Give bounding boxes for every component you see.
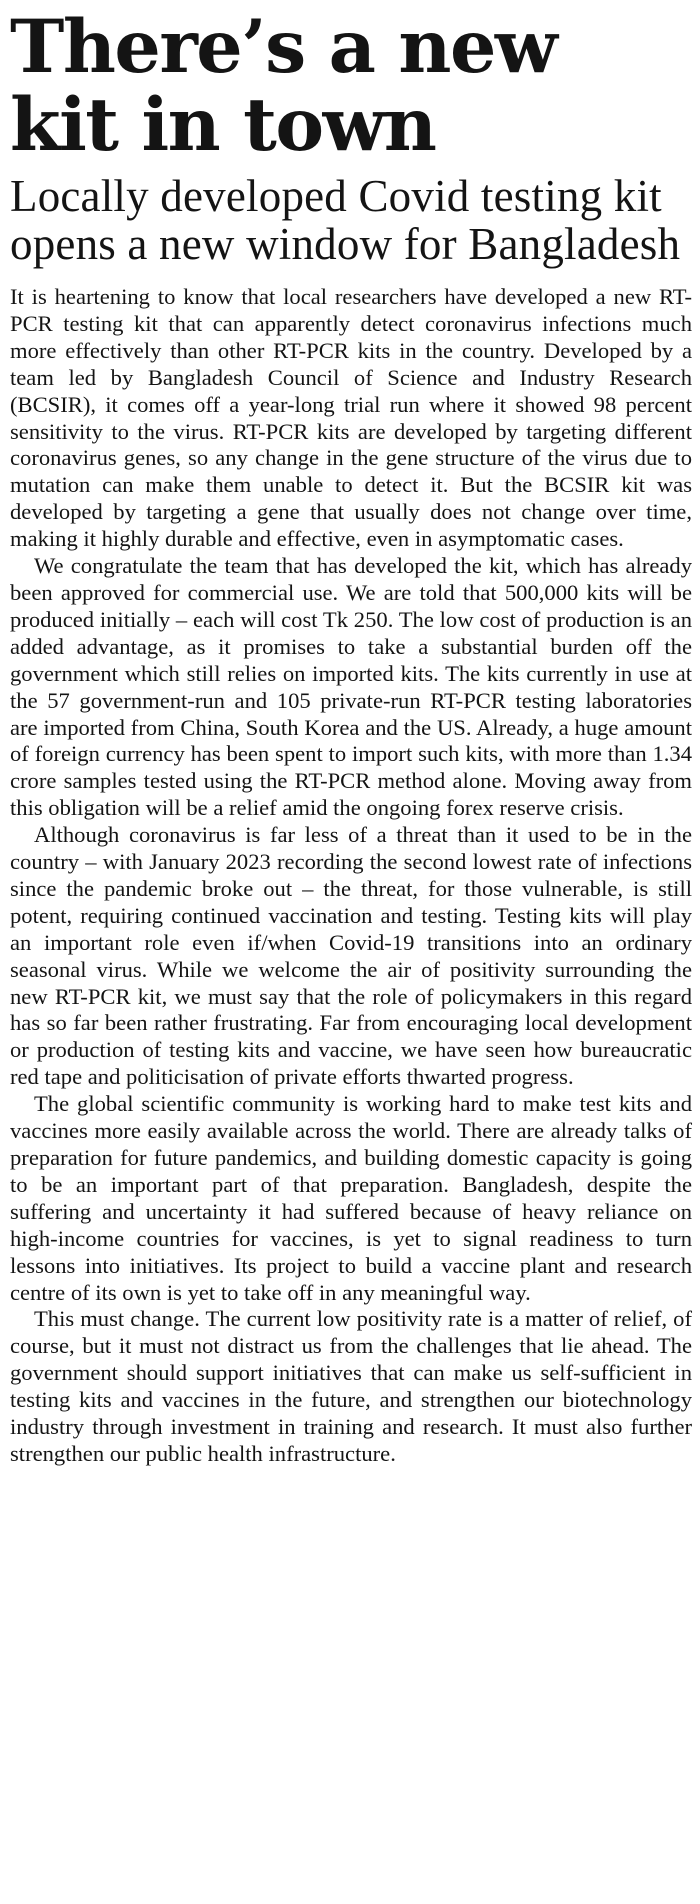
- paragraph-2: We congratulate the team that has developed the kit, which has already been approved for commercial use. We are told that 500,000 kits will be produced initially – each will cost Tk 250. The low cost of production is an added advantage, as it promises to take a substantial burden off the government which still relies on imported kits. The kits currently in use at the 57 government-run and 105 private-run RT-PCR testing laboratories are imported from China, South Korea and the US. Already, a huge amount of foreign currency has been spent to import such kits, with more than 1.34 crore samples tested using the RT-PCR method alone. Moving away from this obligation will be a relief amid the ongoing forex reserve crisis.: [10, 553, 692, 821]
- article-body: [10, 284, 692, 1468]
- paragraph-5: This must change. The current low positivity rate is a matter of relief, of course, but it must not distract us from the challenges that lie ahead. The government should support initiatives that can make us self-sufficient in testing kits and vaccines in the future, and strengthen our biotechnology industry through investment in training and research. It must also further strengthen our public health infrastructure.: [10, 1306, 692, 1466]
- paragraph-4: The global scientific community is working hard to make test kits and vaccines more easily available across the world. There are already talks of preparation for future pandemics, and building domestic capacity is going to be an important part of that preparation. Bangladesh, despite the suffering and uncertainty it had suffered because of heavy reliance on high-income countries for vaccines, is yet to signal readiness to turn lessons into initiatives. Its project to build a vaccine plant and research centre of its own is yet to take off in any meaningful way.: [10, 1091, 692, 1305]
- headline: There’s a new kit in town: [10, 4, 557, 168]
- standfirst: Locally developed Covid testing kit opens a new window for Bangladesh: [10, 171, 681, 269]
- paragraph-3: Although coronavirus is far less of a threat than it used to be in the country – with January 2023 recording the second lowest rate of infections since the pandemic broke out – the threat, for those vulnerable, is still potent, requiring continued vaccination and testing. Testing kits will play an important role even if/when Covid-19 transitions into an ordinary seasonal virus. While we welcome the air of positivity surrounding the new RT-PCR kit, we must say that the role of policymakers in this regard has so far been rather frustrating. Far from encouraging local development or production of testing kits and vaccine, we have seen how bureaucratic red tape and politicisation of private efforts thwarted progress.: [10, 822, 692, 1090]
- paragraph-1: It is heartening to know that local researchers have developed a new RT-PCR testing kit that can apparently detect coronavirus infections much more effectively than other RT-PCR kits in the country. Developed by a team led by Bangladesh Council of Science and Industry Research (BCSIR), it comes off a year-long trial run where it showed 98 percent sensitivity to the virus. RT-PCR kits are developed by targeting different coronavirus genes, so any change in the gene structure of the virus due to mutation can make them unable to detect it. But the BCSIR kit was developed by targeting a gene that usually does not change over time, making it highly durable and effective, even in asymptomatic cases.: [10, 284, 692, 552]
